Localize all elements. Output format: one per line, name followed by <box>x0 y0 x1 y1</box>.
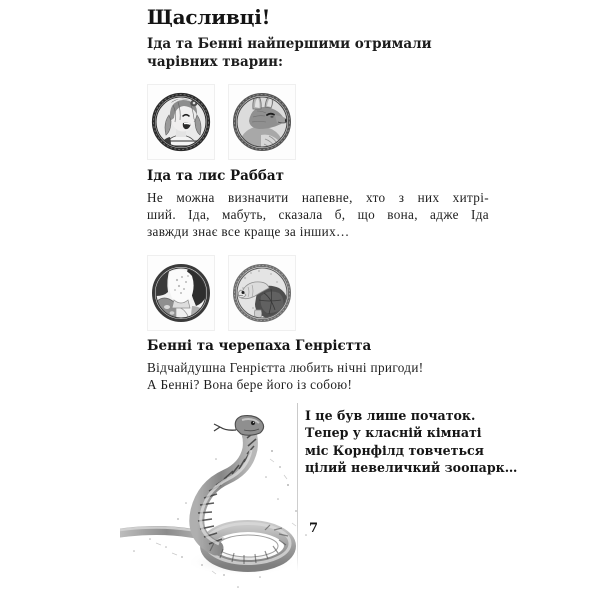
section-heading: Бенні та черепаха Генрієтта <box>147 338 372 354</box>
portrait-tile-benny <box>147 255 215 331</box>
boy-portrait-medallion <box>150 262 212 324</box>
snake-illustration <box>120 415 320 590</box>
fox-portrait-medallion <box>231 91 293 153</box>
girl-portrait-medallion <box>150 91 212 153</box>
caption-line: міс Корнфілд товчеться <box>305 442 484 458</box>
body-line: Відчайдушна Генрієтта любить нічні пригоди! <box>147 360 424 375</box>
body-line: Не можна визначити напевне, хто з них хитрі- <box>147 190 489 205</box>
body-line: А Бенні? Вона бере його із собою! <box>147 377 353 393</box>
caption-line: І це був лише початок. <box>305 408 476 423</box>
body-line: завжди знає все краще за інших… <box>147 224 350 240</box>
closing-caption <box>305 407 518 477</box>
turtle-portrait-medallion <box>231 262 293 324</box>
snake-figure <box>120 415 320 590</box>
caption-line: Тепер у класній кімнаті <box>305 425 482 441</box>
caption-line: цілий невеличкий зоопарк… <box>305 460 518 476</box>
portrait-tile-rabbat <box>228 84 296 160</box>
section-ida-rabbat <box>147 168 489 241</box>
portrait-row-benny-henrietta <box>147 255 296 331</box>
body-line: ший. Іда, мабуть, сказала б, що вона, адже Іда <box>147 207 489 223</box>
section-heading: Іда та лис Раббат <box>147 168 285 184</box>
portrait-tile-henrietta <box>228 255 296 331</box>
portrait-tile-ida <box>147 84 215 160</box>
page-title: Щасливці! <box>147 5 271 29</box>
section-body <box>147 189 489 241</box>
section-body <box>147 359 489 393</box>
page-number: 7 <box>309 521 319 536</box>
intro-paragraph: Іда та Бенні найпершими отримали чарівних тварин: <box>147 36 432 70</box>
section-benny-henrietta <box>147 338 489 393</box>
portrait-row-ida-rabbat <box>147 84 296 160</box>
page-header-column <box>147 0 487 71</box>
